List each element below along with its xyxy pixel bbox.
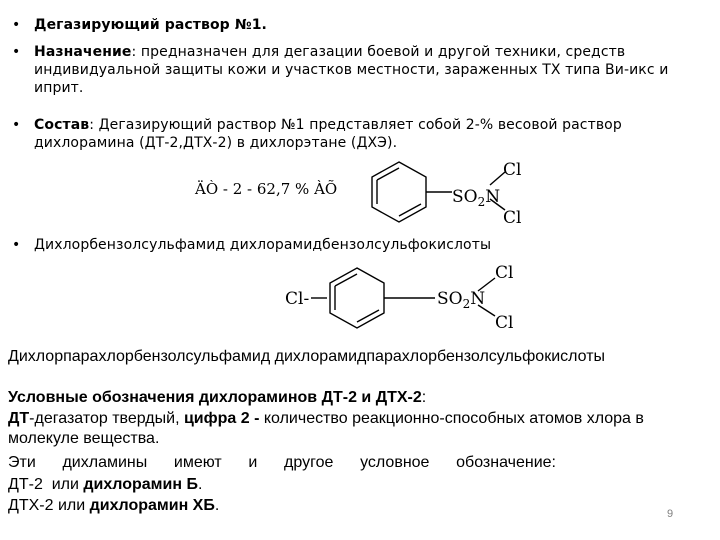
dichlorobenzene-text: Дихлорбензолсульфамид дихлорамидбензолсульфокислоты (34, 237, 492, 253)
composition-body: : Дегазирующий раствор №1 представляет собой 2-% весовой раствор дихлорамина (ДТ-2,ДТХ-2) в дихлорэтане (ДХЭ). (34, 117, 622, 151)
page-number: 9 (667, 508, 674, 520)
chlorine-top-label: Cl (503, 160, 522, 180)
so2-label: $SO_2N$ (452, 187, 501, 209)
chlorine-top-label: Cl (495, 263, 514, 283)
purpose-body: : предназначен для дегазации боевой и другой техники, средств индивидуальной защиты кожи и участков местности, зараженных ТХ типа Ви-икс и иприт. (34, 44, 669, 96)
chlorine-bottom-label: Cl (495, 313, 514, 333)
dichloramine-hb-structure (285, 258, 525, 338)
line1-or: или (42, 476, 84, 493)
designation-line-1 (8, 475, 718, 495)
formula-label: ÄÒ - 2 - 62,7 % ÀÕ (195, 180, 338, 198)
legend-heading (8, 388, 718, 408)
bullet-marker: • (12, 117, 21, 133)
chlorine-left-label: Cl- (285, 289, 310, 309)
line2-name: дихлорамин ХБ (89, 497, 215, 514)
caption: Дихлорпарахлорбензолсульфамид дихлорамидпарахлорбензолсульфокислоты (8, 348, 606, 365)
line1-name: дихлорамин Б (83, 476, 198, 493)
other-designation-line: Эти дихламины имеют и другое условное обозначение: (8, 454, 556, 471)
digit-label: цифра 2 - (183, 410, 260, 427)
composition-label: Состав (34, 117, 90, 133)
line1-code: ДТ-2 (8, 476, 43, 493)
dichloramine-b-structure (355, 155, 555, 235)
purpose-text (34, 43, 704, 97)
so2-label: $SO_2N$ (437, 289, 486, 311)
legend-heading-colon: : (421, 389, 427, 406)
composition-text (34, 116, 704, 152)
bullet-marker: • (12, 237, 21, 253)
dt-text: -дегазатор твердый, (29, 410, 184, 427)
dt-label: ДТ (8, 410, 30, 427)
chlorine-bottom-label: Cl (503, 208, 522, 228)
line1-end: . (197, 476, 203, 493)
digit-text: количество реакционно-способных атомов хлора в молекуле вещества. (8, 410, 644, 447)
bullet-marker: • (12, 17, 21, 33)
designation-line-2 (8, 496, 718, 516)
legend-heading-text: Условные обозначения дихлораминов ДТ-2 и ДТХ-2 (8, 389, 422, 406)
legend-definition (8, 409, 718, 449)
purpose-label: Назначение (34, 44, 132, 60)
solution-title: Дегазирующий раствор №1. (34, 17, 267, 33)
line2-code: ДТХ-2 или (8, 497, 90, 514)
bullet-marker: • (12, 44, 21, 60)
line2-end: . (214, 497, 220, 514)
